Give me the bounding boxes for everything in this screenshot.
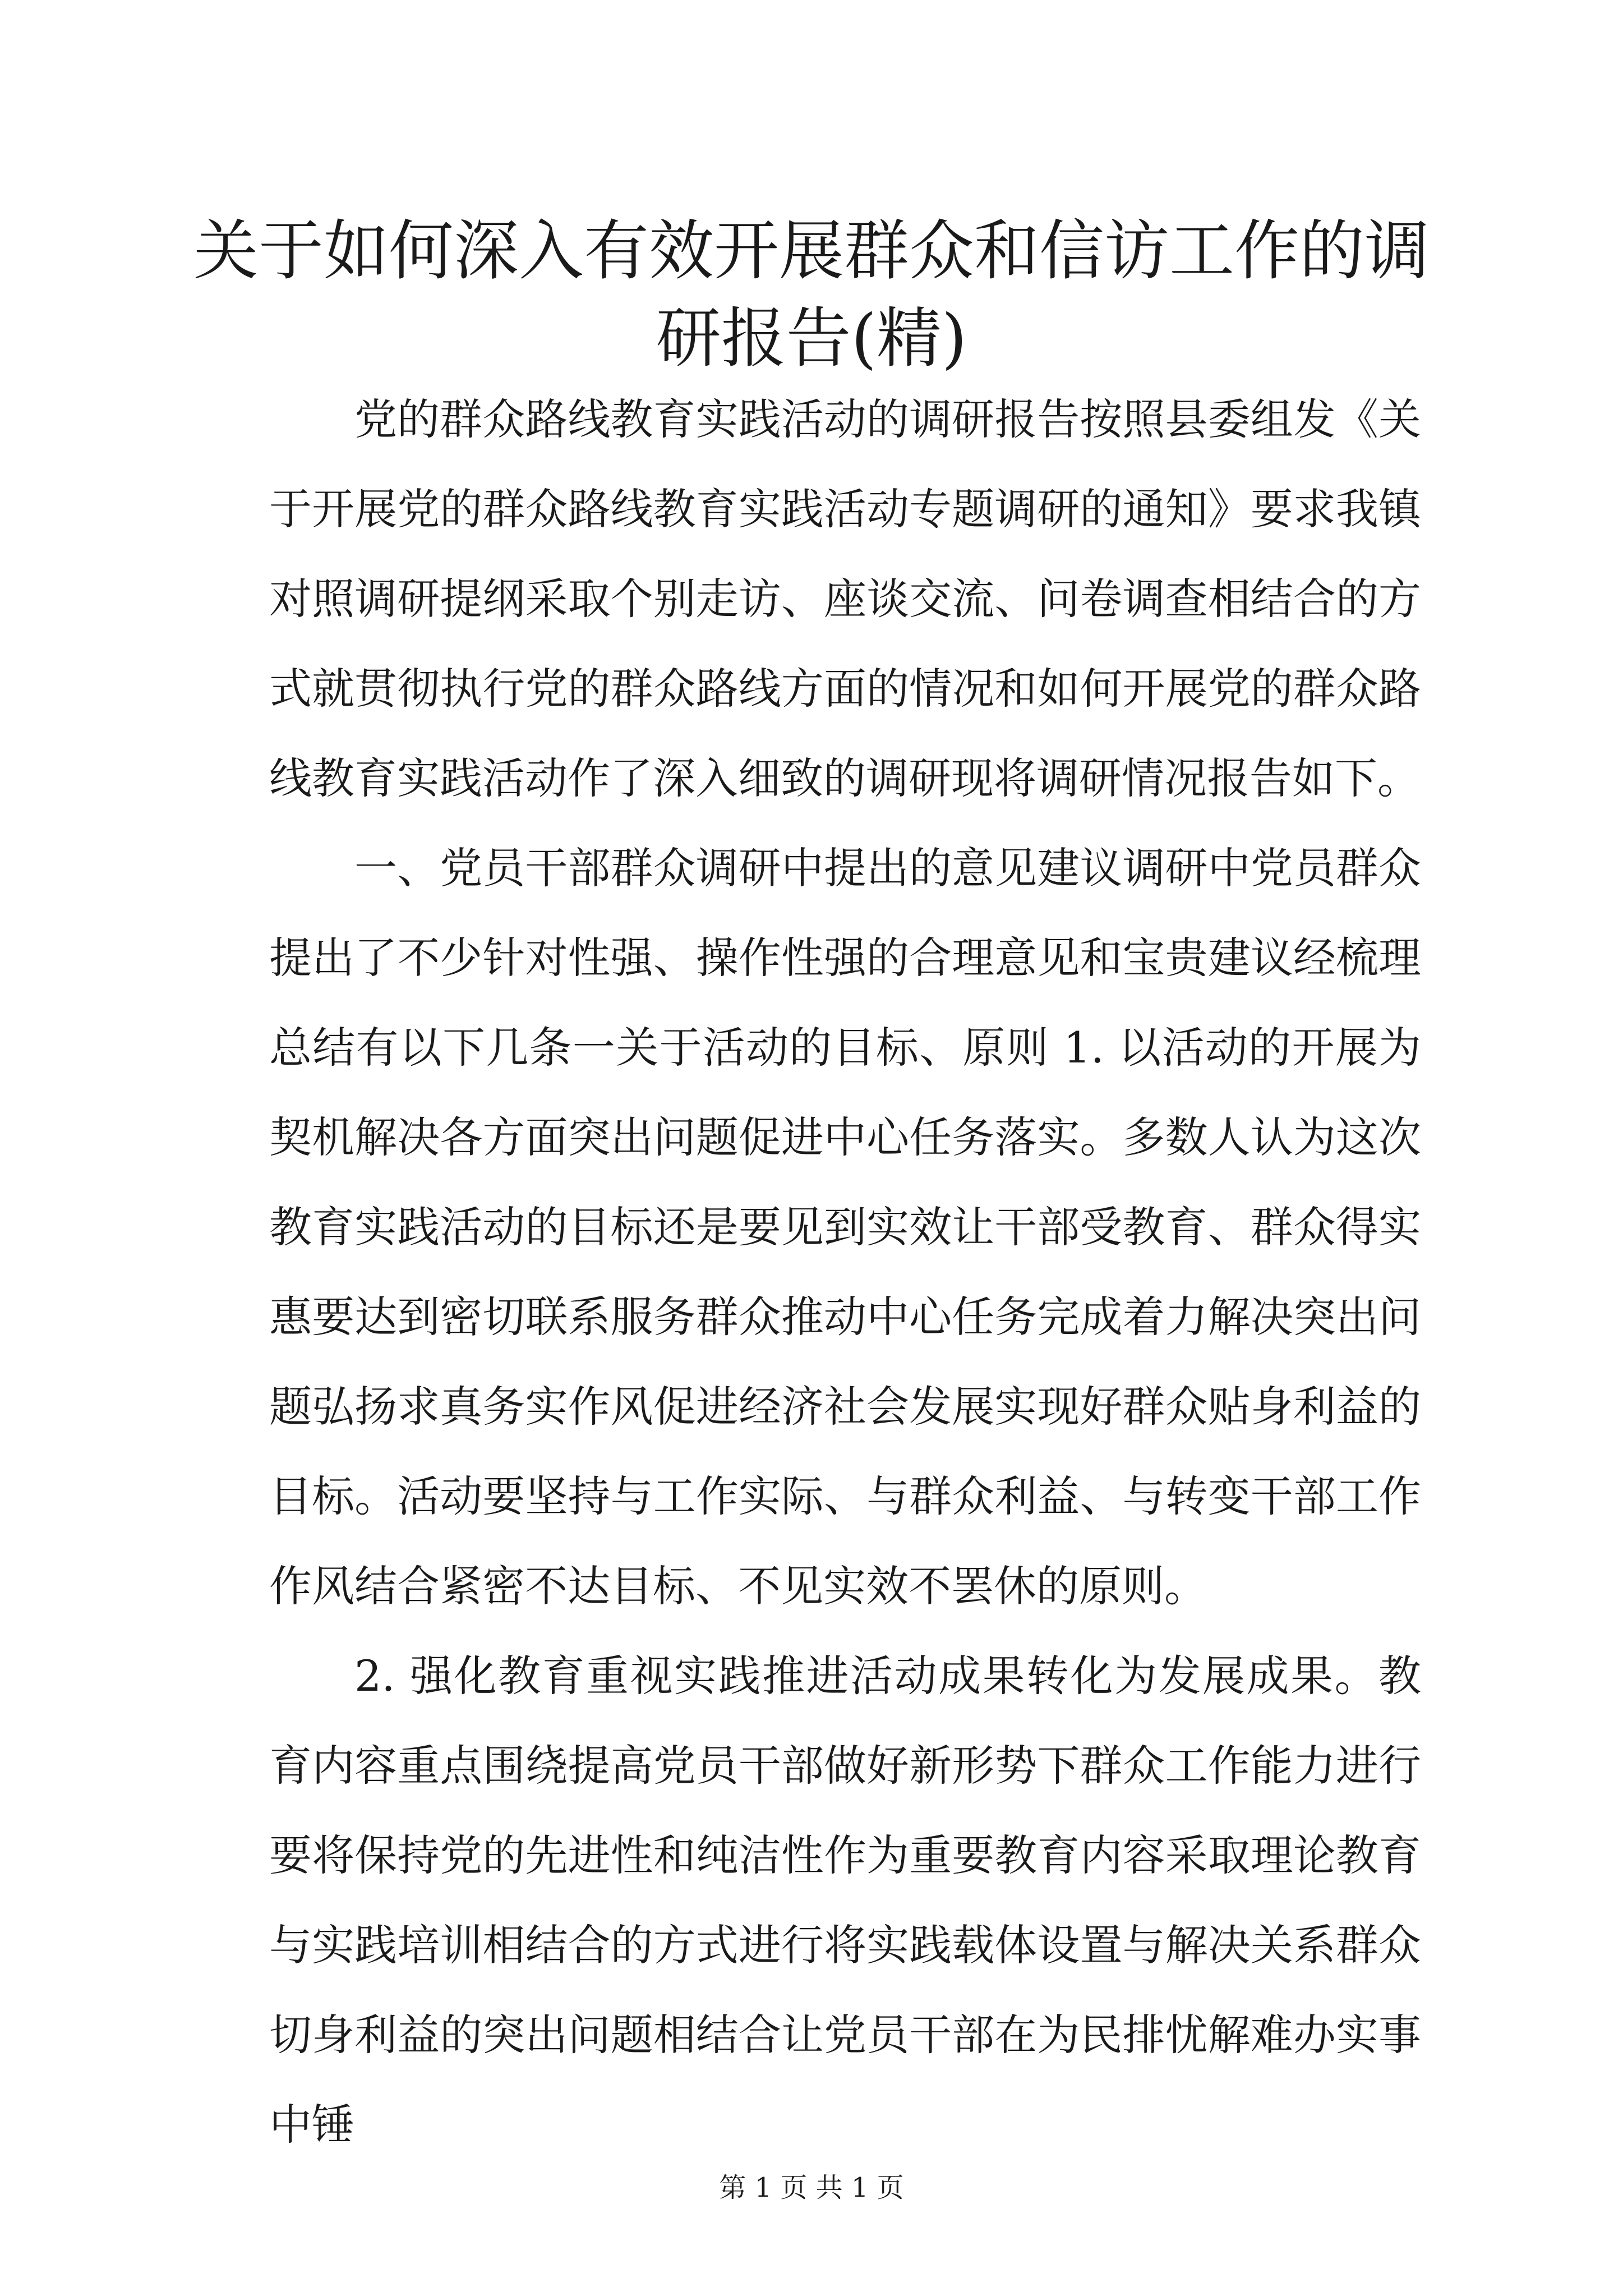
- paragraph-section-one: 一、党员干部群众调研中提出的意见建议调研中党员群众提出了不少针对性强、操作性强的合理意见和宝贵建议经梳理总结有以下几条一关于活动的目标、原则 1. 以活动的开展为契机解决各方面突出问题促进中心任务落实。多数人认为这次教育实践活动的目标还是要见到实效让干部受教育、群众得实惠要达到密切联系服务群众推动中心任务完成着力解决突出问题弘扬求真务实作风促进经济社会发展实现好群众贴身利益的目标。活动要坚持与工作实际、与群众利益、与转变干部工作作风结合紧密不达目标、不见实效不罢休的原则。: [269, 843, 1421, 1611]
- page-footer: 第 1 页 共 1 页: [719, 2172, 904, 2203]
- document-title: 关于如何深入有效开展群众和信访工作的调研报告(精): [193, 213, 1430, 376]
- paragraph-intro: 党的群众路线教育实践活动的调研报告按照县委组发《关于开展党的群众路线教育实践活动专题调研的通知》要求我镇对照调研提纲采取个别走访、座谈交流、问卷调查相结合的方式就贯彻执行党的群众路线方面的情况和如何开展党的群众路线教育实践活动作了深入细致的调研现将调研情况报告如下。: [269, 394, 1421, 803]
- document-body: [269, 375, 1421, 2170]
- paragraph-item-two: 2. 强化教育重视实践推进活动成果转化为发展成果。教育内容重点围绕提高党员干部做好新形势下群众工作能力进行要将保持党的先进性和纯洁性作为重要教育内容采取理论教育与实践培训相结合的方式进行将实践载体设置与解决关系群众切身利益的突出问题相结合让党员干部在为民排忧解难办实事中锤: [269, 1651, 1421, 2150]
